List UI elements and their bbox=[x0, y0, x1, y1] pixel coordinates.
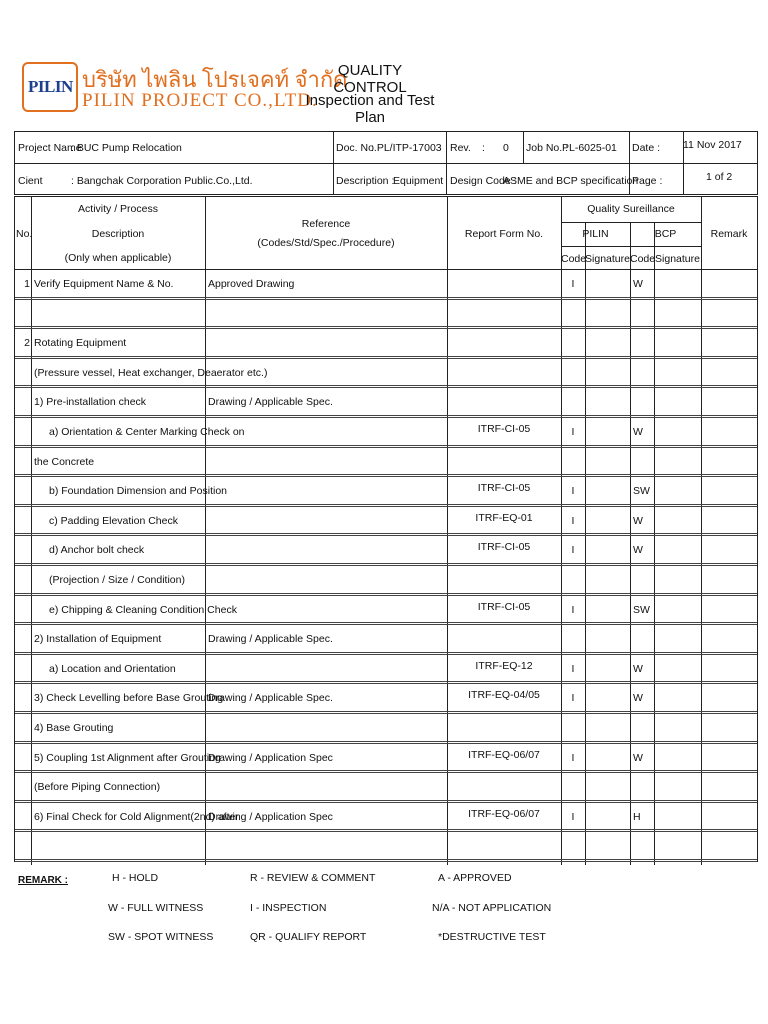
row-report-form: ITRF-CI-05 bbox=[477, 482, 531, 495]
project-name-label: Project Name bbox=[18, 142, 82, 154]
page-label: Page : bbox=[632, 175, 663, 187]
row-pilin-code: I bbox=[571, 692, 575, 705]
col-pilin-signature: Signature bbox=[585, 253, 630, 265]
row-divider bbox=[15, 474, 757, 477]
row-divider bbox=[15, 711, 757, 714]
row-reference: Drawing / Applicable Spec. bbox=[208, 692, 333, 705]
job-no-value: PL-6025-01 bbox=[562, 142, 617, 154]
row-pilin-code: I bbox=[571, 544, 575, 557]
row-bcp-code: W bbox=[633, 692, 643, 705]
col-reference-line1: Reference bbox=[301, 218, 351, 230]
row-report-form: ITRF-EQ-12 bbox=[475, 659, 533, 672]
col-bcp-code: Code bbox=[630, 253, 656, 265]
legend-item: QR - QUALIFY REPORT bbox=[250, 931, 367, 943]
row-activity: 2) Installation of Equipment bbox=[34, 633, 162, 646]
row-bcp-code: H bbox=[633, 810, 641, 823]
row-report-form: ITRF-EQ-01 bbox=[475, 511, 533, 524]
row-pilin-code: I bbox=[571, 426, 575, 438]
col-activity-line2: Description bbox=[91, 228, 145, 240]
col-pilin-code: Code bbox=[561, 253, 587, 265]
inspection-plan-table bbox=[14, 196, 758, 862]
row-divider bbox=[15, 800, 757, 803]
row-divider bbox=[15, 563, 757, 566]
row-divider bbox=[15, 593, 757, 596]
row-report-form: ITRF-EQ-06/07 bbox=[468, 807, 540, 820]
logo-text: PILIN bbox=[28, 77, 73, 96]
row-divider bbox=[15, 415, 757, 418]
row-pilin-code: I bbox=[571, 514, 575, 527]
row-bcp-code: W bbox=[633, 278, 643, 290]
legend-item: W - FULL WITNESS bbox=[108, 902, 204, 914]
row-reference: Drawing / Applicable Spec. bbox=[208, 633, 333, 646]
row-reference: Drawing / Application Spec bbox=[208, 810, 333, 823]
project-name-value: : BUC Pump Relocation bbox=[71, 142, 182, 154]
row-reference: Approved Drawing bbox=[208, 278, 295, 290]
company-logo bbox=[22, 62, 78, 112]
legend-item: R - REVIEW & COMMENT bbox=[250, 872, 376, 884]
description-value: Equipment bbox=[393, 175, 444, 187]
row-pilin-code: I bbox=[571, 278, 575, 290]
row-activity: c) Padding Elevation Check bbox=[49, 514, 178, 527]
row-divider bbox=[15, 681, 757, 684]
header-info-table bbox=[14, 131, 758, 195]
row-divider bbox=[15, 859, 757, 862]
rev-value: 0 bbox=[503, 142, 509, 154]
legend-item: H - HOLD bbox=[112, 872, 159, 884]
row-activity: (Projection / Size / Condition) bbox=[49, 574, 185, 586]
row-divider bbox=[15, 326, 757, 329]
col-bcp: BCP bbox=[654, 228, 677, 240]
legend-item: N/A - NOT APPLICATION bbox=[432, 902, 552, 914]
row-divider bbox=[15, 770, 757, 773]
rev-label: Rev. bbox=[450, 142, 471, 154]
row-bcp-code: W bbox=[633, 662, 643, 675]
col-remark: Remark bbox=[710, 228, 748, 240]
design-code-label: Design Code : bbox=[450, 175, 517, 187]
legend-item: I - INSPECTION bbox=[250, 902, 327, 914]
row-activity: 6) Final Check for Cold Alignment(2nd) after bbox=[34, 810, 239, 823]
row-divider bbox=[15, 533, 757, 536]
row-bcp-code: W bbox=[633, 751, 643, 764]
col-report-form: Report Form No. bbox=[464, 228, 544, 240]
row-divider bbox=[15, 652, 757, 655]
row-activity: a) Location and Orientation bbox=[49, 662, 176, 675]
legend-item: A - APPROVED bbox=[438, 872, 512, 884]
row-report-form: ITRF-EQ-04/05 bbox=[468, 689, 540, 702]
row-activity: a) Orientation & Center Marking Check on bbox=[49, 426, 245, 438]
row-report-form: ITRF-EQ-06/07 bbox=[468, 748, 540, 761]
row-divider bbox=[15, 445, 757, 448]
company-english-name: PILIN PROJECT CO.,LTD. bbox=[82, 90, 318, 111]
doc-no-value: : PL/ITP-17003 bbox=[371, 142, 442, 154]
col-activity-line1: Activity / Process bbox=[78, 203, 158, 215]
col-bcp-signature: Signature bbox=[655, 253, 700, 265]
col-reference-line2: (Codes/Std/Spec./Procedure) bbox=[257, 237, 395, 249]
date-label: Date : bbox=[632, 142, 661, 154]
legend-item: SW - SPOT WITNESS bbox=[108, 931, 214, 943]
client-value: : Bangchak Corporation Public.Co.,Ltd. bbox=[71, 175, 253, 187]
row-activity: 3) Check Levelling before Base Grouting bbox=[34, 692, 224, 705]
row-report-form: ITRF-CI-05 bbox=[477, 600, 531, 613]
row-activity: b) Foundation Dimension and Position bbox=[49, 485, 228, 498]
doc-no-label: Doc. No. bbox=[336, 142, 377, 154]
row-activity: e) Chipping & Cleaning Condition Check bbox=[49, 603, 237, 616]
row-pilin-code: I bbox=[571, 810, 575, 823]
row-bcp-code: SW bbox=[633, 485, 650, 498]
job-no-label: Job No. : bbox=[526, 142, 569, 154]
row-activity: d) Anchor bolt check bbox=[49, 544, 145, 557]
row-divider bbox=[15, 504, 757, 507]
company-thai-name: บริษัท ไพลิน โปรเจคท์ จำกัด bbox=[82, 67, 348, 92]
row-activity: Rotating Equipment bbox=[34, 337, 127, 350]
col-activity-line3: (Only when applicable) bbox=[64, 252, 172, 264]
row-pilin-code: I bbox=[571, 485, 575, 498]
row-divider bbox=[15, 622, 757, 625]
rev-colon: : bbox=[482, 142, 485, 154]
row-divider bbox=[15, 829, 757, 832]
col-no: No. bbox=[16, 228, 33, 240]
row-reference: Drawing / Applicable Spec. bbox=[208, 396, 333, 409]
row-bcp-code: W bbox=[633, 544, 643, 557]
row-activity: (Pressure vessel, Heat exchanger, Deaerator etc.) bbox=[34, 366, 268, 379]
design-code-value: ASME and BCP specification bbox=[503, 175, 639, 187]
row-report-form: ITRF-CI-05 bbox=[477, 541, 531, 554]
row-no: 2 bbox=[24, 337, 30, 350]
row-bcp-code: W bbox=[633, 426, 643, 438]
document-subtitle: Inspection and Test Plan bbox=[305, 92, 435, 126]
col-quality-surveillance: Quality Sureillance bbox=[587, 203, 675, 215]
row-divider bbox=[15, 356, 757, 359]
row-activity: 4) Base Grouting bbox=[34, 722, 114, 734]
row-reference: Drawing / Application Spec bbox=[208, 751, 333, 764]
row-activity: the Concrete bbox=[34, 455, 95, 468]
row-activity: (Before Piping Connection) bbox=[34, 781, 161, 794]
row-divider bbox=[15, 741, 757, 744]
row-bcp-code: W bbox=[633, 514, 643, 527]
page-value: 1 of 2 bbox=[706, 171, 733, 183]
row-pilin-code: I bbox=[571, 751, 575, 764]
row-no: 1 bbox=[24, 278, 30, 290]
row-divider bbox=[15, 385, 757, 388]
row-activity: 5) Coupling 1st Alignment after Grouting bbox=[34, 751, 221, 764]
row-activity: 1) Pre-installation check bbox=[34, 396, 147, 409]
document-title: QUALITY CONTROL bbox=[333, 62, 407, 96]
row-pilin-code: I bbox=[571, 662, 575, 675]
row-divider bbox=[15, 297, 757, 300]
legend-item: *DESTRUCTIVE TEST bbox=[438, 931, 546, 943]
col-pilin: PILIN bbox=[582, 228, 609, 240]
row-report-form: ITRF-CI-05 bbox=[477, 423, 531, 435]
row-bcp-code: SW bbox=[633, 603, 650, 616]
date-value: 11 Nov 2017 bbox=[683, 139, 742, 151]
description-label: Description : bbox=[336, 175, 395, 187]
row-activity: Verify Equipment Name & No. bbox=[34, 278, 174, 290]
remark-label: REMARK : bbox=[18, 875, 68, 886]
client-label: Cient bbox=[18, 175, 43, 187]
row-pilin-code: I bbox=[571, 603, 575, 616]
